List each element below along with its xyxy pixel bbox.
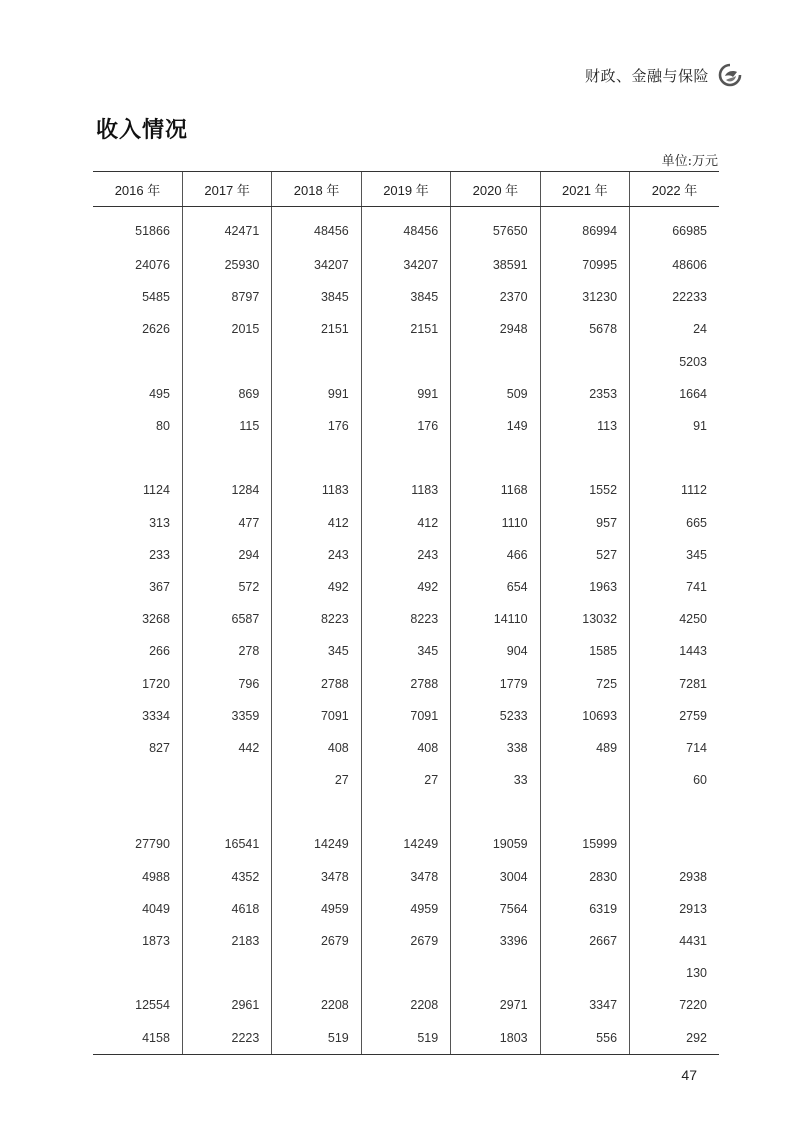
table-row (93, 539, 719, 571)
table-cell: 5233 (451, 700, 540, 732)
table-row (93, 603, 719, 635)
table-row (93, 1022, 719, 1055)
table-cell: 86994 (540, 207, 629, 250)
table-cell: 2370 (451, 281, 540, 313)
table-cell: 80 (156, 419, 170, 434)
table-cell: 57650 (451, 207, 540, 250)
table-cell: 489 (540, 732, 629, 764)
table-cell: 1124 (143, 483, 170, 498)
table-cell: 176 (272, 410, 361, 442)
table-cell (272, 346, 361, 378)
table-cell: 3396 (451, 925, 540, 957)
table-cell: 7564 (451, 893, 540, 925)
table-cell: 60 (630, 764, 719, 796)
table-cell: 2679 (361, 925, 450, 957)
table-cell: 1552 (540, 474, 629, 506)
table-cell: 8797 (182, 281, 271, 313)
table-row (93, 249, 719, 281)
table-row (93, 700, 719, 732)
table-cell: 2183 (182, 925, 271, 957)
column-header: 2016 年 (93, 172, 182, 207)
table-cell: 2971 (451, 989, 540, 1021)
table-cell: 70995 (540, 249, 629, 281)
table-row (93, 571, 719, 603)
table-cell (361, 957, 450, 989)
table-row (93, 346, 719, 378)
table-cell: 1112 (630, 474, 719, 506)
table-row (93, 989, 719, 1021)
table-cell: 408 (272, 732, 361, 764)
table-cell: 2913 (630, 893, 719, 925)
table-cell: 1779 (451, 667, 540, 699)
table-cell: 14110 (451, 603, 540, 635)
table-cell (361, 796, 450, 828)
table-cell (182, 442, 271, 474)
table-cell: 3268 (142, 612, 170, 627)
table-cell (93, 796, 182, 828)
table-cell (93, 957, 182, 989)
table-cell: 665 (630, 507, 719, 539)
table-header-row (93, 172, 719, 207)
table-cell: 38591 (451, 249, 540, 281)
table-cell: 313 (149, 515, 170, 530)
unit-label: 单位:万元 (661, 154, 718, 169)
table-cell: 3334 (142, 708, 170, 723)
page-title: 收入情况 (96, 117, 189, 143)
table-cell: 2788 (361, 667, 450, 699)
table-body (93, 207, 719, 1055)
table-cell: 176 (361, 410, 450, 442)
table-row (93, 957, 719, 989)
table-cell (630, 796, 719, 828)
table-cell: 91 (630, 410, 719, 442)
table-header (93, 172, 719, 207)
chapter-logo-icon (717, 63, 743, 87)
table-cell: 2961 (182, 989, 271, 1021)
table-cell: 8223 (272, 603, 361, 635)
table-cell: 10693 (540, 700, 629, 732)
table-cell: 233 (149, 547, 170, 562)
table-row (93, 893, 719, 925)
table-cell: 7220 (630, 989, 719, 1021)
table-cell: 6319 (540, 893, 629, 925)
table-row (93, 796, 719, 828)
income-table-container (93, 171, 719, 1055)
table-cell: 13032 (540, 603, 629, 635)
table-cell: 495 (149, 386, 170, 401)
table-row (93, 378, 719, 410)
table-cell: 2938 (630, 861, 719, 893)
table-row (93, 207, 719, 250)
table-cell (182, 764, 271, 796)
table-row (93, 635, 719, 667)
table-cell: 338 (451, 732, 540, 764)
table-cell: 48456 (361, 207, 450, 250)
table-cell (540, 957, 629, 989)
table-cell: 3478 (361, 861, 450, 893)
table-cell: 1110 (451, 507, 540, 539)
table-cell: 1168 (451, 474, 540, 506)
table-cell: 48606 (630, 249, 719, 281)
table-cell: 8223 (361, 603, 450, 635)
table-cell: 796 (182, 667, 271, 699)
table-cell: 15999 (540, 828, 629, 860)
table-cell: 714 (630, 732, 719, 764)
table-cell: 412 (272, 507, 361, 539)
table-cell: 2151 (361, 313, 450, 345)
table-row (93, 861, 719, 893)
table-cell: 4431 (630, 925, 719, 957)
table-cell: 509 (451, 378, 540, 410)
income-table (93, 171, 719, 1055)
table-cell: 3004 (451, 861, 540, 893)
table-cell: 7091 (361, 700, 450, 732)
table-cell: 1664 (630, 378, 719, 410)
table-cell: 24076 (135, 258, 170, 273)
table-cell: 5678 (540, 313, 629, 345)
table-cell (182, 796, 271, 828)
table-cell: 477 (182, 507, 271, 539)
table-cell: 278 (182, 635, 271, 667)
table-cell: 42471 (182, 207, 271, 250)
table-cell: 4158 (93, 1022, 182, 1055)
table-cell: 4988 (142, 869, 170, 884)
table-cell: 345 (361, 635, 450, 667)
table-row (93, 507, 719, 539)
table-cell: 1585 (540, 635, 629, 667)
table-cell: 5485 (142, 290, 170, 305)
table-row (93, 410, 719, 442)
table-cell: 113 (540, 410, 629, 442)
table-cell (93, 442, 182, 474)
table-cell: 4959 (272, 893, 361, 925)
table-cell: 412 (361, 507, 450, 539)
table-cell: 827 (149, 740, 170, 755)
table-cell: 1183 (361, 474, 450, 506)
table-cell: 66985 (630, 207, 719, 250)
table-cell: 19059 (451, 828, 540, 860)
column-header: 2020 年 (451, 172, 540, 207)
table-cell: 904 (451, 635, 540, 667)
table-cell (540, 442, 629, 474)
chapter-title: 财政、金融与保险 (584, 67, 709, 85)
table-cell: 2208 (361, 989, 450, 1021)
table-cell: 27790 (135, 837, 170, 852)
table-cell (451, 957, 540, 989)
table-cell: 1873 (142, 934, 170, 949)
column-header: 2019 年 (361, 172, 450, 207)
table-cell: 5203 (630, 346, 719, 378)
table-cell: 294 (182, 539, 271, 571)
table-cell (451, 442, 540, 474)
table-cell: 2759 (630, 700, 719, 732)
table-cell: 243 (272, 539, 361, 571)
column-header: 2018 年 (272, 172, 361, 207)
table-cell: 266 (149, 644, 170, 659)
table-cell (272, 957, 361, 989)
table-cell: 4049 (142, 901, 170, 916)
table-row (93, 732, 719, 764)
table-cell: 442 (182, 732, 271, 764)
table-cell: 2948 (451, 313, 540, 345)
table-cell (540, 764, 629, 796)
table-cell: 991 (272, 378, 361, 410)
table-cell: 2353 (540, 378, 629, 410)
column-header: 2017 年 (182, 172, 271, 207)
table-cell: 6587 (182, 603, 271, 635)
table-cell: 345 (630, 539, 719, 571)
table-cell: 2223 (182, 1022, 271, 1055)
table-cell: 957 (540, 507, 629, 539)
table-cell: 556 (540, 1022, 629, 1055)
table-cell: 14249 (272, 828, 361, 860)
table-cell (182, 346, 271, 378)
table-cell (630, 442, 719, 474)
table-row (93, 442, 719, 474)
table-cell: 33 (451, 764, 540, 796)
table-cell (630, 828, 719, 860)
table-cell (93, 346, 182, 378)
table-cell: 7281 (630, 667, 719, 699)
table-cell: 130 (630, 957, 719, 989)
table-cell: 14249 (361, 828, 450, 860)
table-cell: 1284 (182, 474, 271, 506)
table-cell: 2679 (272, 925, 361, 957)
table-cell: 527 (540, 539, 629, 571)
table-cell: 2788 (272, 667, 361, 699)
table-cell: 991 (361, 378, 450, 410)
table-cell: 2667 (540, 925, 629, 957)
table-cell: 4959 (361, 893, 450, 925)
page-number: 47 (681, 1067, 697, 1083)
table-cell: 34207 (272, 249, 361, 281)
table-cell: 4352 (182, 861, 271, 893)
table-cell: 2626 (142, 322, 170, 337)
table-cell: 51866 (135, 224, 170, 238)
table-cell (451, 346, 540, 378)
table-row (93, 667, 719, 699)
table-cell: 149 (451, 410, 540, 442)
table-cell: 519 (361, 1022, 450, 1055)
table-cell: 48456 (272, 207, 361, 250)
table-cell: 292 (630, 1022, 719, 1055)
table-cell: 869 (182, 378, 271, 410)
table-cell: 2830 (540, 861, 629, 893)
table-row (93, 313, 719, 345)
table-cell: 4618 (182, 893, 271, 925)
table-cell (361, 442, 450, 474)
table-cell: 2015 (182, 313, 271, 345)
table-cell: 34207 (361, 249, 450, 281)
table-cell (93, 764, 182, 796)
table-cell: 27 (361, 764, 450, 796)
table-cell: 3845 (272, 281, 361, 313)
running-header (585, 62, 743, 88)
table-cell: 16541 (182, 828, 271, 860)
table-cell: 492 (272, 571, 361, 603)
table-cell: 1720 (142, 676, 170, 691)
table-row (93, 474, 719, 506)
table-cell: 7091 (272, 700, 361, 732)
table-cell: 367 (149, 579, 170, 594)
table-cell: 1443 (630, 635, 719, 667)
table-cell: 2151 (272, 313, 361, 345)
table-cell: 2208 (272, 989, 361, 1021)
table-cell: 22233 (630, 281, 719, 313)
table-cell (540, 796, 629, 828)
table-cell: 1963 (540, 571, 629, 603)
table-cell: 3347 (540, 989, 629, 1021)
column-header: 2022 年 (630, 172, 719, 207)
table-row (93, 925, 719, 957)
table-cell (272, 796, 361, 828)
table-cell: 408 (361, 732, 450, 764)
table-cell: 3845 (361, 281, 450, 313)
table-cell: 1803 (451, 1022, 540, 1055)
table-cell: 466 (451, 539, 540, 571)
table-cell (361, 346, 450, 378)
table-cell: 25930 (182, 249, 271, 281)
table-row (93, 281, 719, 313)
table-cell: 3478 (272, 861, 361, 893)
table-cell: 741 (630, 571, 719, 603)
table-cell: 24 (630, 313, 719, 345)
table-cell (272, 442, 361, 474)
table-cell: 345 (272, 635, 361, 667)
table-cell (182, 957, 271, 989)
table-cell: 12554 (135, 998, 170, 1013)
table-row (93, 764, 719, 796)
table-cell: 492 (361, 571, 450, 603)
table-cell: 725 (540, 667, 629, 699)
table-cell: 27 (272, 764, 361, 796)
table-cell (451, 796, 540, 828)
table-row (93, 828, 719, 860)
table-cell: 654 (451, 571, 540, 603)
table-cell: 1183 (272, 474, 361, 506)
table-cell: 4250 (630, 603, 719, 635)
table-cell: 519 (272, 1022, 361, 1055)
table-cell: 572 (182, 571, 271, 603)
table-cell: 3359 (182, 700, 271, 732)
table-cell: 243 (361, 539, 450, 571)
column-header: 2021 年 (540, 172, 629, 207)
table-cell (540, 346, 629, 378)
table-cell: 115 (182, 410, 271, 442)
table-cell: 31230 (540, 281, 629, 313)
